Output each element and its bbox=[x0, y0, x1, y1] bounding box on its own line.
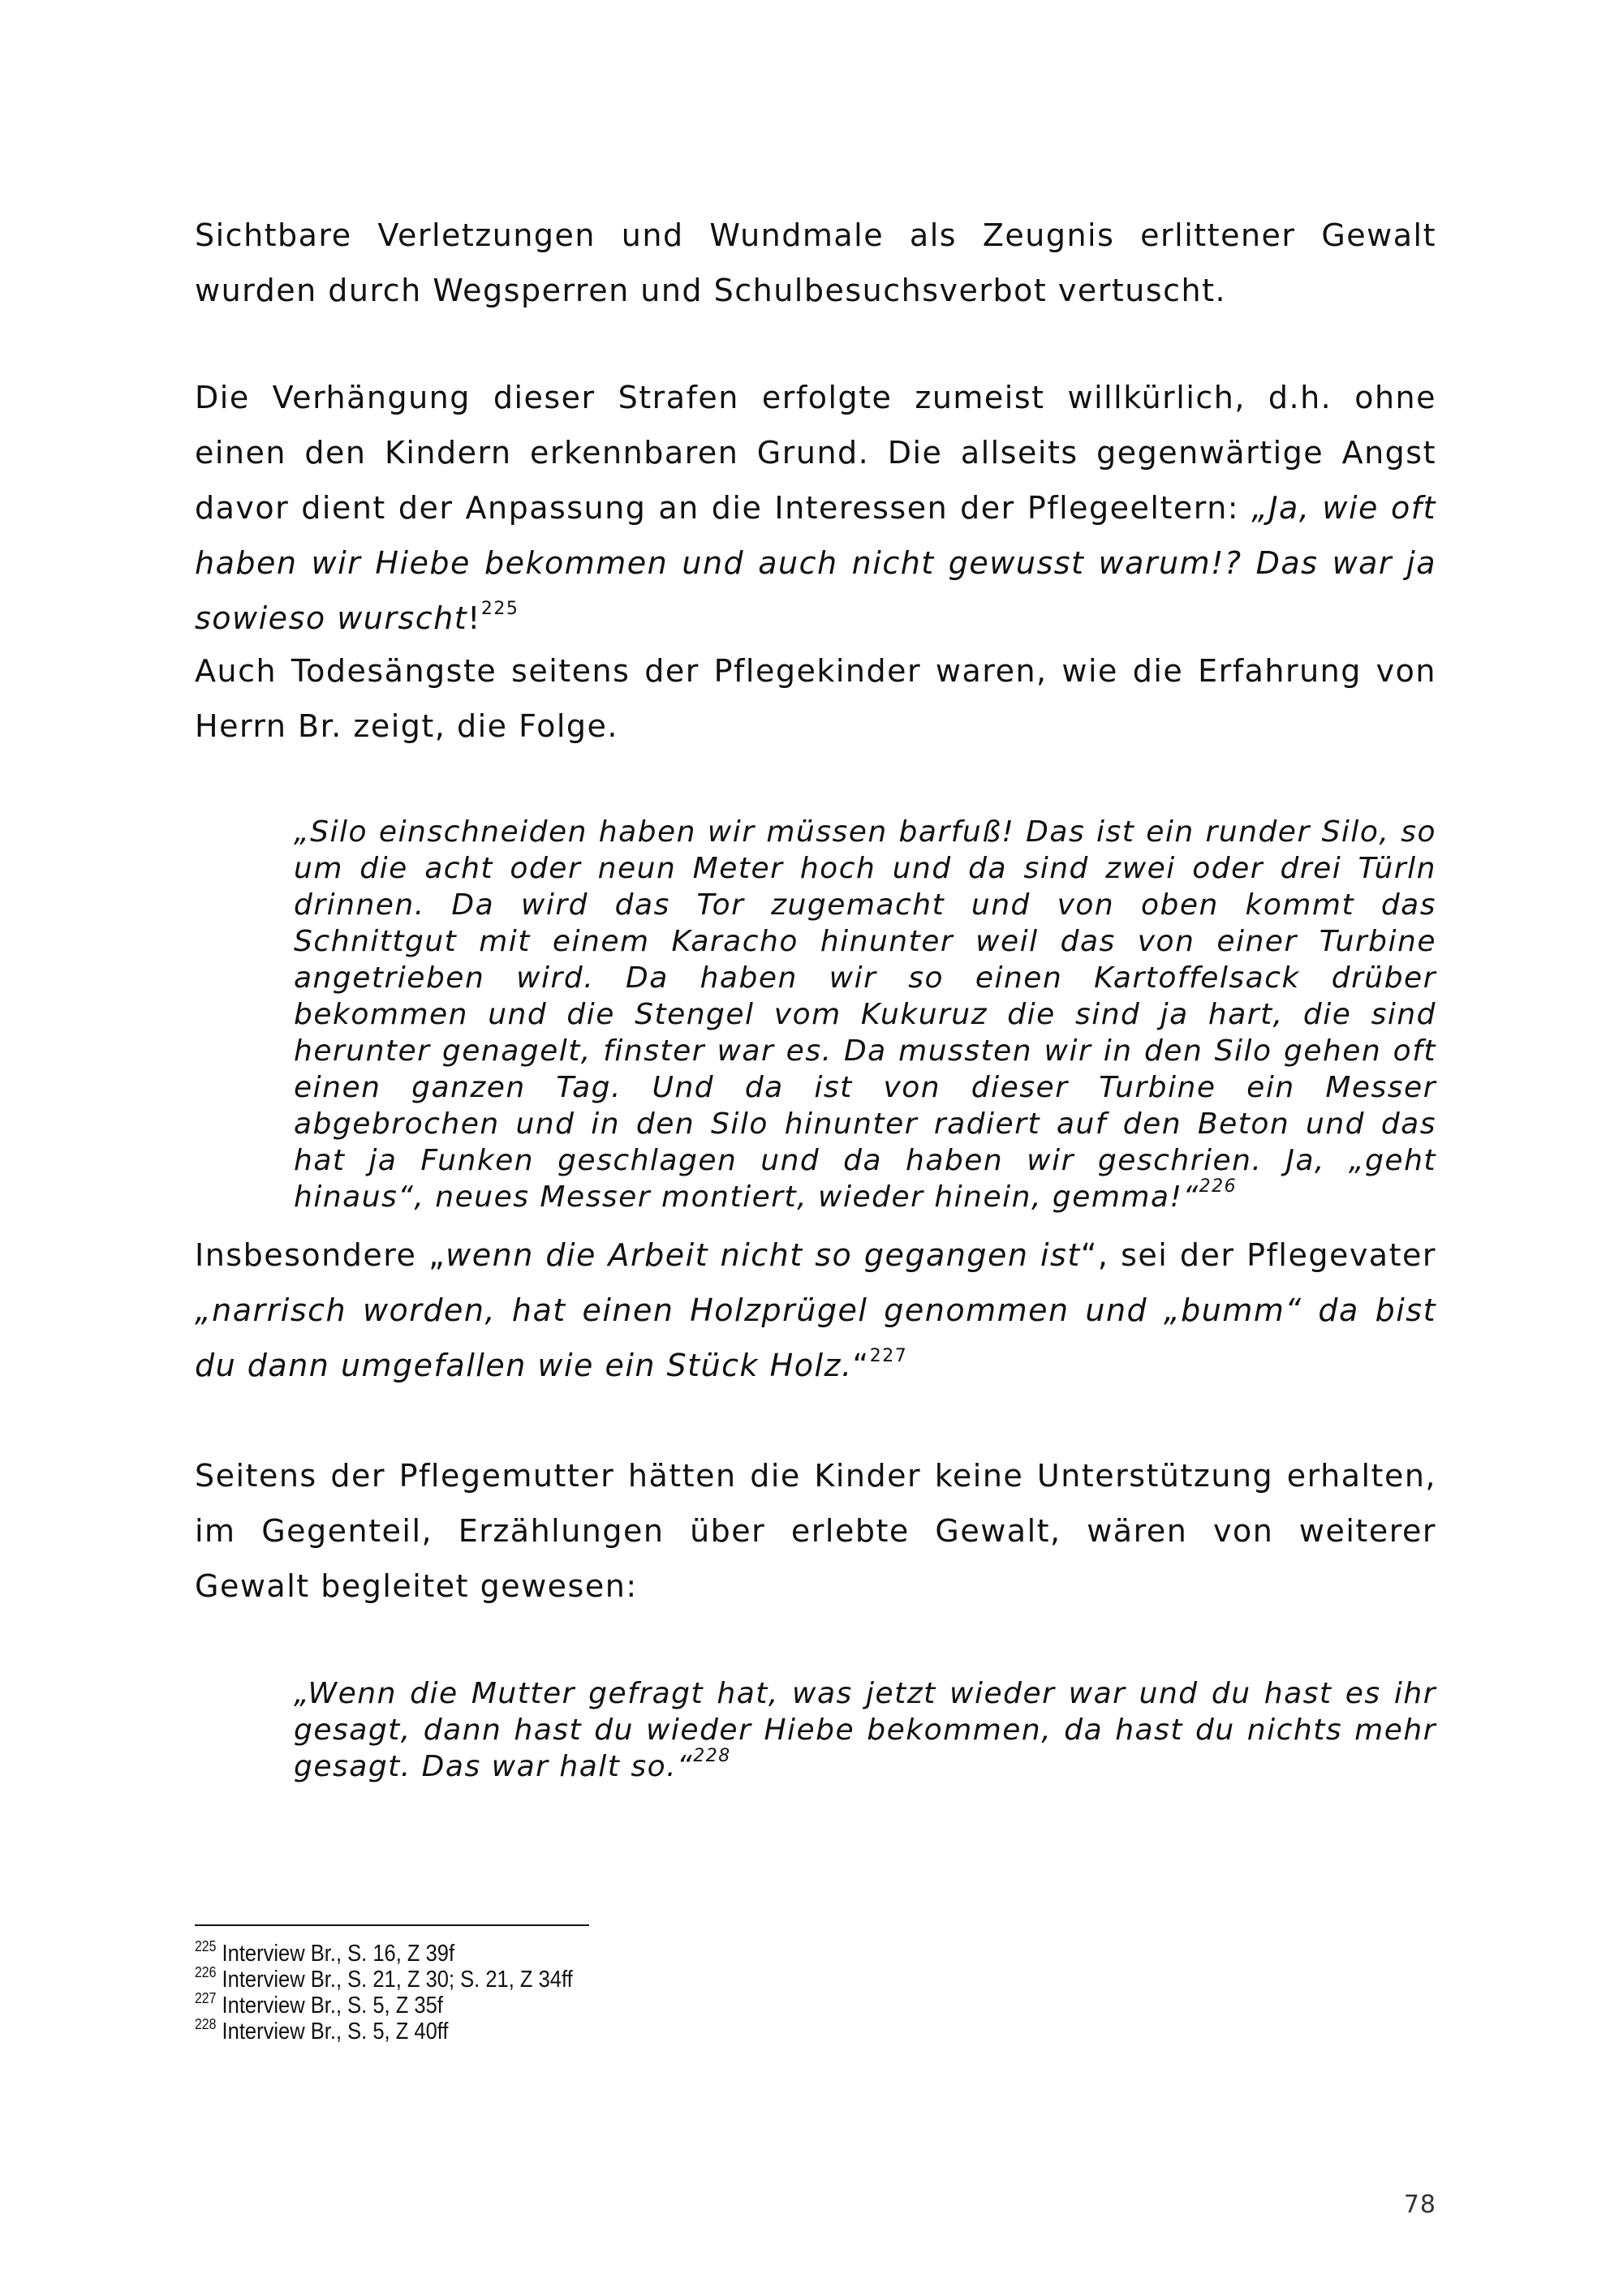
paragraph-foster-father: Insbesondere „wenn die Arbeit nicht so gegangen ist“, sei der Pflegevater „narrisch worden, hat einen Holzprügel genommen und „bumm“ da bist du dann umgefallen wie ein Stück Holz.“$^{227}$ bbox=[195, 1237, 1436, 1383]
paragraph-punishment-arbitrary: Die Verhängung dieser Strafen erfolgte zumeist willkürlich, d.h. ohne einen den Kindern erkennbaren Grund. Die allseits gegenwärtige Angst davor dient der Anpassung an die Interessen der Pflegeeltern: „Ja, wie oft haben wir Hiebe bekommen und auch nicht gewusst warum!? Das war ja sowieso wurscht!$^{225}$ bbox=[195, 380, 1436, 636]
block-quote-silo: „Silo einschneiden haben wir müssen barfuß! Das ist ein runder Silo, so um die acht oder neun Meter hoch und da sind zwei oder drei Türln drinnen. Da wird das Tor zugemacht und von oben kommt das Schnittgut mit einem Karacho hinunter weil das von einer Turbine angetrieben wird. Da haben wir so einen Kartoffelsack drüber bekommen und die Stengel vom Kukuruz die sind ja hart, die sind herunter genagelt, finster war es. Da mussten wir in den Silo gehen oft einen ganzen Tag. Und da ist von dieser Turbine ein Messer abgebrochen und in den Silo hinunter radiert auf den Beton und das hat ja Funken geschlagen und da haben wir geschrien. Ja, „geht hinaus“, neues Messer montiert, wieder hinein, gemma!“$^{226}$ bbox=[294, 815, 1436, 1214]
paragraph-fear-of-death: Auch Todesängste seitens der Pflegekinder waren, wie die Erfahrung von Herrn Br. zeigt, die Folge. bbox=[195, 653, 1436, 744]
inline-quote: „Ja, wie oft haben wir Hiebe bekommen und auch nicht gewusst warum!? Das war ja sowieso wurscht bbox=[195, 490, 1436, 636]
inline-quote-work: wenn die Arbeit nicht so gegangen ist bbox=[446, 1237, 1081, 1273]
footnote-ref-226[interactable]: 226 bbox=[1199, 1176, 1238, 1197]
paragraph-foster-mother: Seitens der Pflegemutter hätten die Kinder keine Unterstützung erhalten, im Gegenteil, Erzählungen über erlebte Gewalt, wären von weiterer Gewalt begleitet gewesen: bbox=[195, 1458, 1436, 1604]
footnote-225: $^{225}$ Interview Br., S. 16, Z 39f bbox=[195, 1938, 455, 1967]
footnotes bbox=[195, 1938, 837, 2044]
footnote-ref-225[interactable]: 225 bbox=[480, 599, 519, 619]
footnote-ref-227[interactable]: 227 bbox=[869, 1346, 908, 1366]
block-quote-mother: „Wenn die Mutter gefragt hat, was jetzt wieder war und du hast es ihr gesagt, dann hast du wieder Hiebe bekommen, da hast du nichts mehr gesagt. Das war halt so.“$^{228}$ bbox=[294, 1677, 1436, 1783]
footnote-226: $^{226}$ Interview Br., S. 21, Z 30; S. 21, Z 34ff bbox=[195, 1964, 573, 1993]
paragraph-visible-injuries: Sichtbare Verletzungen und Wundmale als Zeugnis erlittener Gewalt wurden durch Wegsperren und Schulbesuchsverbot vertuscht. bbox=[195, 217, 1436, 308]
footnote-227: $^{227}$ Interview Br., S. 5, Z 35f bbox=[195, 1990, 443, 2019]
footnote-228: $^{228}$ Interview Br., S. 5, Z 40ff bbox=[195, 2016, 449, 2044]
inline-quote-holzpruegel: „narrisch worden, hat einen Holzprügel genommen und „bumm“ da bist du dann umgefallen wie ein Stück Holz. bbox=[195, 1292, 1436, 1383]
footnote-separator bbox=[195, 1924, 589, 1926]
page-number: 78 bbox=[1403, 2191, 1436, 2219]
footnote-ref-228[interactable]: 228 bbox=[693, 1746, 731, 1766]
